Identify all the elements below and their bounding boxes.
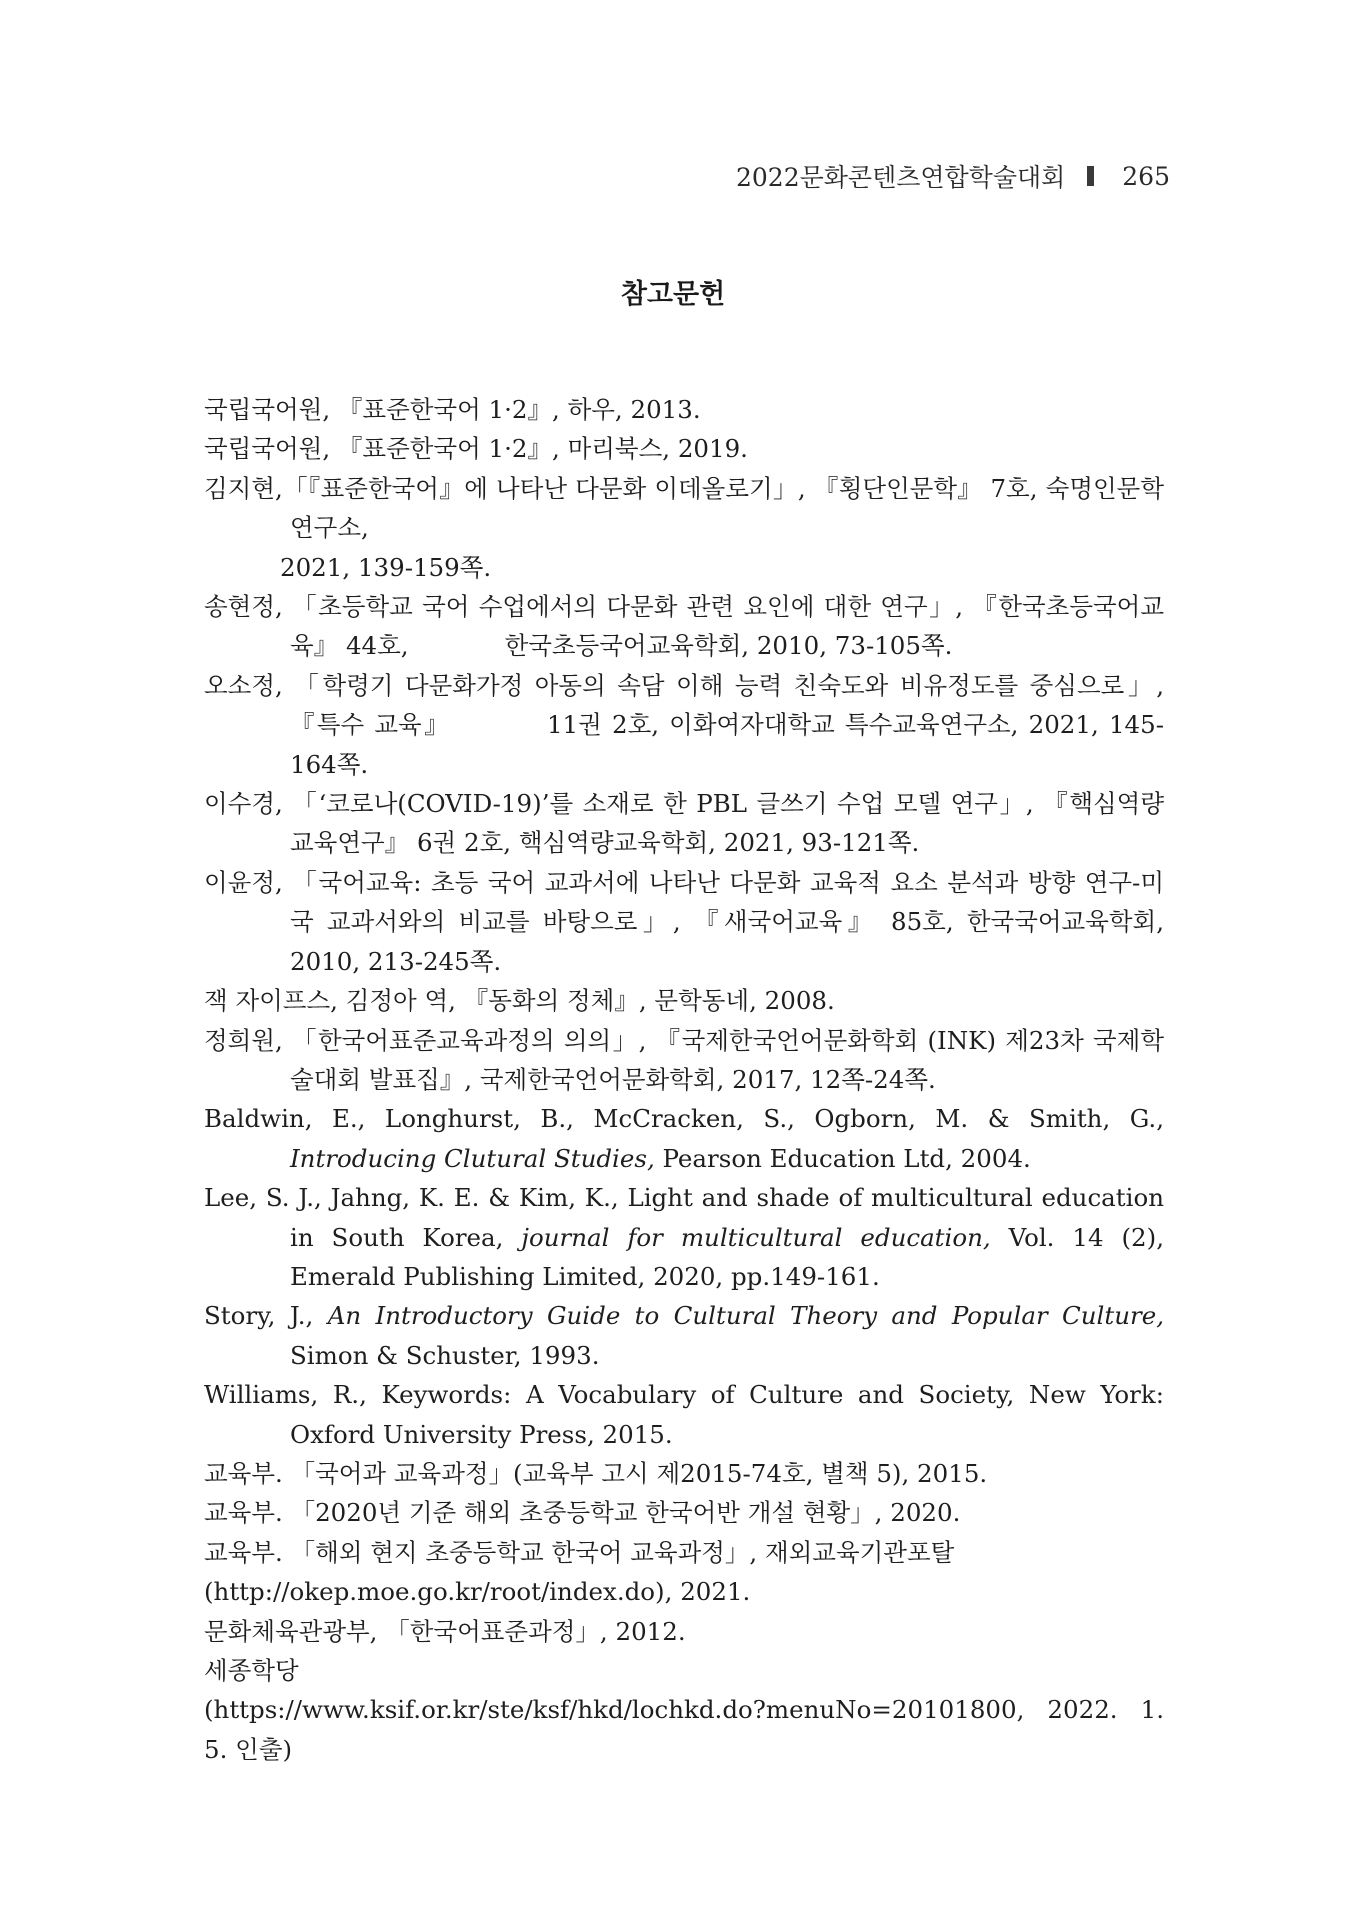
reference-title-italic: journal for multicultural education, (521, 1222, 991, 1252)
reference-list (204, 390, 1164, 1769)
reference-text: Story, J., (204, 1301, 314, 1331)
reference-text: Lee, S. J., Jahng, K. E. & Kim, K., Light and shade of multicultural education in South Korea, (204, 1183, 1164, 1252)
reference-entry (204, 587, 1164, 666)
reference-tail: 11권 2호, 이화여자대학교 특수교육연구소, 2021, 145-164쪽. (290, 710, 1164, 779)
reference-text: 이수경, 「‘코로나(COVID-19)’를 소재로 한 PBL 글쓰기 수업 모델 연구」, 『핵심역량교육연구』 6권 2호, 핵심역량교육학회, 2021, 93-121쪽. (204, 789, 1164, 858)
reference-entry (204, 1021, 1164, 1100)
reference-text: 교육부. 「국어과 교육과정」(교육부 고시 제2015-74호, 별책 5), 2015. (204, 1458, 988, 1488)
reference-continuation: 2021, 139-159쪽. (280, 552, 492, 582)
section-title: 참고문헌 (620, 279, 726, 310)
reference-text: 세종학당 (204, 1656, 299, 1685)
reference-entry (204, 784, 1164, 863)
reference-tail: 한국초등국어교육학회, 2010, 73-105쪽. (504, 631, 953, 661)
reference-publisher: Pearson Education Ltd, 2004. (662, 1143, 1031, 1173)
reference-entry (204, 981, 1164, 1020)
reference-entry (204, 1296, 1164, 1375)
reference-title-italic: An Introductory Guide to Cultural Theory and Popular Culture, (327, 1301, 1165, 1331)
reference-text: 국립국어원, 『표준한국어 1·2』, 하우, 2013. (204, 395, 701, 424)
reference-url-link[interactable]: (http://okep.moe.go.kr/root/index.do), 2021. (204, 1577, 751, 1607)
reference-entry (204, 666, 1164, 784)
reference-text: 송현정, 「초등학교 국어 수업에서의 다문화 관련 요인에 대한 연구」, 『한국초등국어교육』 44호, (204, 592, 1164, 661)
reference-text: 교육부. 「2020년 기준 해외 초중등학교 한국어반 개설 현황」, 2020. (204, 1498, 961, 1528)
running-header (736, 158, 1170, 194)
reference-text: 교육부. 「해외 현지 초중등학교 한국어 교육과정」, 재외교육기관포탈 (204, 1537, 955, 1567)
reference-url-link[interactable]: (https://www.ksif.or.kr/ste/ksf/hkd/lochkd.do?menuNo=20101800, 2022. 1. 5. 인출) (204, 1695, 1164, 1764)
reference-entry (204, 429, 1164, 468)
reference-entry (204, 1454, 1164, 1493)
reference-entry (204, 1493, 1164, 1532)
reference-text: Williams, R., Keywords: A Vocabulary of Culture and Society, New York: Oxford University Press, 2015. (204, 1380, 1164, 1449)
reference-text: 이윤정, 「국어교육: 초등 국어 교과서에 나타난 다문화 교육적 요소 분석과 방향 연구-미국 교과서와의 비교를 바탕으로」, 『새국어교육』 85호, 한국국어교육학회, 2010, 213-245쪽. (204, 867, 1164, 976)
reference-publisher: Simon & Schuster, 1993. (290, 1340, 600, 1370)
reference-entry (204, 1375, 1164, 1454)
reference-entry (204, 1178, 1164, 1296)
running-title: 2022문화콘텐츠연합학술대회 (736, 163, 1066, 192)
header-separator-bar (1087, 166, 1094, 186)
reference-text: 정희원, 「한국어표준교육과정의 의의」, 『국제한국언어문화학회 (INK) 제23차 국제학술대회 발표집』, 국제한국언어문화학회, 2017, 12쪽-24쪽. (204, 1025, 1164, 1094)
reference-title-italic: Introducing Clutural Studies, (290, 1143, 655, 1173)
reference-text: 문화체육관광부, 「한국어표준과정」, 2012. (204, 1616, 686, 1646)
reference-entry (204, 469, 1164, 587)
reference-entry (204, 1533, 1164, 1612)
reference-url-entry[interactable] (204, 1690, 1164, 1769)
reference-entry (204, 390, 1164, 429)
reference-text: 잭 자이프스, 김정아 역, 『동화의 정체』, 문학동네, 2008. (204, 986, 835, 1016)
reference-text: 김지현,「『표준한국어』에 나타난 다문화 이데올로기」, 『횡단인문학』 7호, 숙명인문학연구소, (204, 473, 1164, 543)
reference-entry (204, 1651, 1164, 1690)
reference-entry (204, 1612, 1164, 1651)
reference-entry (204, 1099, 1164, 1178)
reference-text: 국립국어원, 『표준한국어 1·2』, 마리북스, 2019. (204, 434, 748, 464)
page-number: 265 (1122, 161, 1170, 191)
reference-publisher: Vol. 14 (2), Emerald Publishing Limited, 2020, pp.149-161. (290, 1222, 1164, 1291)
reference-entry (204, 863, 1164, 981)
reference-text: Baldwin, E., Longhurst, B., McCracken, S., Ogborn, M. & Smith, G., (204, 1104, 1164, 1134)
reference-text: 오소정, 「학령기 다문화가정 아동의 속담 이해 능력 친숙도와 비유정도를 중심으로」, 『특수 교육』 (204, 670, 1164, 740)
